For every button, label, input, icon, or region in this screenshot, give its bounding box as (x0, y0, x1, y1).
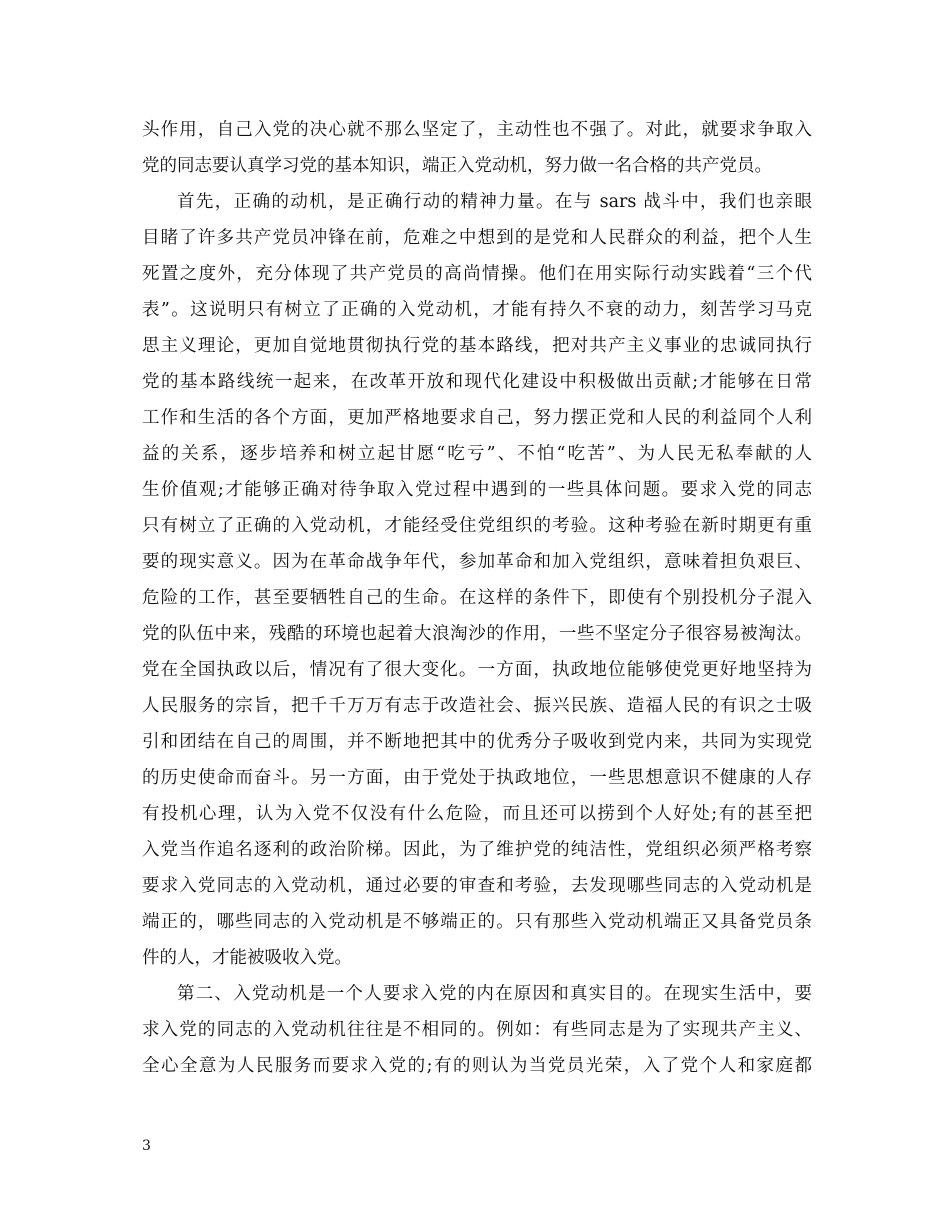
text-line: 思主义理论，更加自觉地贯彻执行党的基本路线，把对共产主义事业的忠诚同执行 (142, 336, 812, 356)
text-line: 只有树立了正确的入党动机，才能经受住党组织的考验。这种考验在新时期更有重 (142, 516, 812, 536)
text-line: 党在全国执政以后，情况有了很大变化。一方面，执政地位能够使党更好地坚持为 (142, 660, 812, 680)
text-line: 入党当作追名逐利的政治阶梯。因此，为了维护党的纯洁性，党组织必须严格考察 (142, 840, 812, 860)
paragraph-first-line: 首先，正确的动机，是正确行动的精神力量。在与 sars 战斗中，我们也亲眼 (177, 192, 812, 212)
text-line: 工作和生活的各个方面，更加严格地要求自己，努力摆正党和人民的利益同个人利 (142, 408, 812, 428)
text-line: 的历史使命而奋斗。另一方面，由于党处于执政地位，一些思想意识不健康的人存 (142, 768, 812, 788)
body-text (142, 112, 812, 1084)
text-line: 有投机心理，认为入党不仅没有什么危险，而且还可以捞到个人好处;有的甚至把 (142, 804, 812, 824)
text-line: 党的基本路线统一起来，在改革开放和现代化建设中积极做出贡献;才能够在日常 (142, 372, 812, 392)
text-line: 生价值观;才能够正确对待争取入党过程中遇到的一些具体问题。要求入党的同志 (142, 480, 812, 500)
text-line: 表”。这说明只有树立了正确的入党动机，才能有持久不衰的动力，刻苦学习马克 (142, 300, 812, 320)
text-line: 件的人，才能被吸收入党。 (142, 948, 352, 968)
text-line: 人民服务的宗旨，把千千万万有志于改造社会、振兴民族、造福人民的有识之士吸 (142, 696, 812, 716)
text-line: 益的关系，逐步培养和树立起甘愿“吃亏”、不怕“吃苦”、为人民无私奉献的人 (142, 444, 812, 464)
text-line: 要求入党同志的入党动机，通过必要的审查和考验，去发现哪些同志的入党动机是 (142, 876, 812, 896)
text-line: 党的队伍中来，残酷的环境也起着大浪淘沙的作用，一些不坚定分子很容易被淘汰。 (142, 624, 812, 644)
text-line: 端正的，哪些同志的入党动机是不够端正的。只有那些入党动机端正又具备党员条 (142, 912, 812, 932)
text-line: 求入党的同志的入党动机往往是不相同的。例如：有些同志是为了实现共产主义、 (142, 1020, 812, 1040)
paragraph-first-line: 第二、入党动机是一个人要求入党的内在原因和真实目的。在现实生活中，要 (177, 984, 812, 1004)
text-line: 危险的工作，甚至要牺牲自己的生命。在这样的条件下，即使有个别投机分子混入 (142, 588, 812, 608)
text-line: 头作用，自己入党的决心就不那么坚定了，主动性也不强了。对此，就要求争取入 (142, 120, 812, 140)
text-line: 要的现实意义。因为在革命战争年代，参加革命和加入党组织，意味着担负艰巨、 (142, 552, 812, 572)
text-line: 全心全意为人民服务而要求入党的;有的则认为当党员光荣，入了党个人和家庭都 (142, 1056, 812, 1076)
text-line: 目睹了许多共产党员冲锋在前，危难之中想到的是党和人民群众的利益，把个人生 (142, 228, 812, 248)
text-line: 引和团结在自己的周围，并不断地把其中的优秀分子吸收到党内来，共同为实现党 (142, 732, 812, 752)
page-number: 3 (142, 1138, 151, 1154)
text-line: 死置之度外，充分体现了共产党员的高尚情操。他们在用实际行动实践着“三个代 (142, 264, 812, 284)
text-line: 党的同志要认真学习党的基本知识，端正入党动机，努力做一名合格的共产党员。 (142, 156, 772, 176)
